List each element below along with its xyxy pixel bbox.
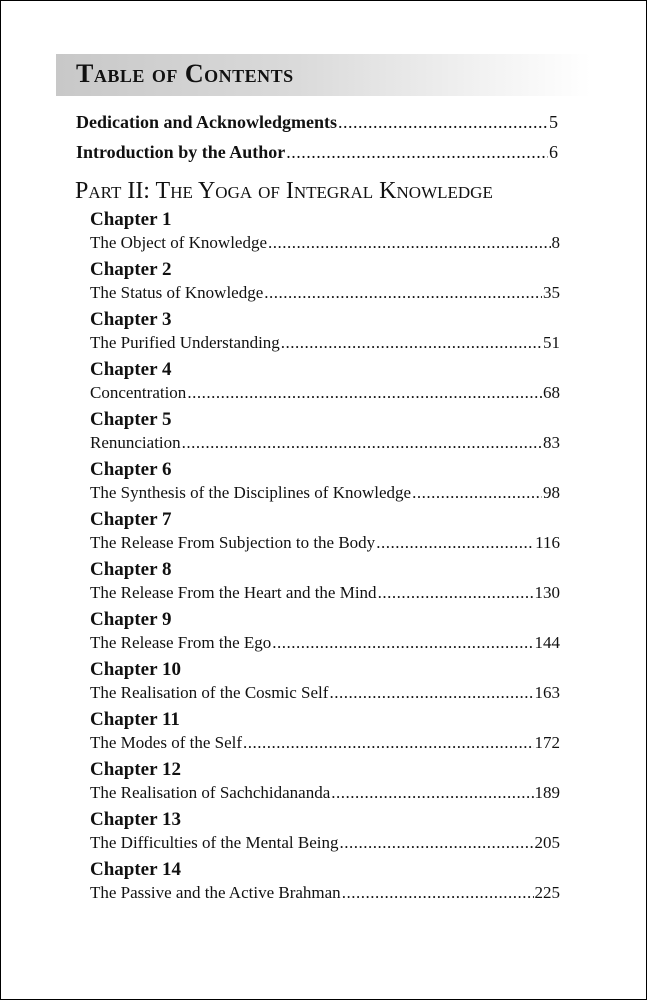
chapter-title-line [90,332,560,354]
entry-title: Dedication and Acknowledgments [76,112,338,132]
chapter-title: The Synthesis of the Disciplines of Knowledge [90,483,412,502]
chapter-entry-4 [90,358,560,408]
dot-leader [342,882,534,904]
chapter-title: The Release From the Heart and the Mind [90,583,377,602]
chapter-page-number: 163 [534,683,560,702]
dot-leader [182,432,542,454]
chapter-list [90,208,560,908]
chapter-label: Chapter 6 [90,459,172,480]
dot-leader [243,732,533,754]
chapter-entry-3 [90,308,560,358]
chapter-entry-5 [90,408,560,458]
chapter-label: Chapter 5 [90,409,172,430]
entry-title: Introduction by the Author [76,142,286,162]
dot-leader [286,141,548,163]
chapter-title-line [90,782,560,804]
chapter-title-line [90,682,560,704]
chapter-label: Chapter 7 [90,509,172,530]
chapter-label: Chapter 13 [90,809,181,830]
chapter-title-line [90,232,560,254]
chapter-entry-6 [90,458,560,508]
toc-entry-introduction [76,141,558,163]
dot-leader [339,832,533,854]
chapter-title: The Status of Knowledge [90,283,264,302]
chapter-label: Chapter 4 [90,359,172,380]
dot-leader [412,482,542,504]
chapter-page-number: 144 [534,633,560,652]
chapter-page-number: 205 [534,833,560,852]
chapter-title-line [90,882,560,904]
dot-leader [281,332,542,354]
dot-leader [378,582,534,604]
chapter-title-line [90,482,560,504]
chapter-entry-10 [90,658,560,708]
dot-leader [331,782,533,804]
chapter-label: Chapter 8 [90,559,172,580]
part-title: Part II: The Yoga of Integral Knowledge [75,178,493,204]
chapter-title: The Realisation of the Cosmic Self [90,683,329,702]
chapter-title: The Release From Subjection to the Body [90,533,376,552]
chapter-label: Chapter 2 [90,259,172,280]
chapter-label: Chapter 14 [90,859,181,880]
dot-leader [338,111,548,133]
chapter-label: Chapter 9 [90,609,172,630]
chapter-label: Chapter 3 [90,309,172,330]
chapter-title-line [90,432,560,454]
dot-leader [264,282,542,304]
dot-leader [268,232,550,254]
chapter-title: Renunciation [90,433,181,452]
chapter-page-number: 116 [535,533,560,552]
chapter-title: The Purified Understanding [90,333,280,352]
entry-page-number: 6 [549,142,558,162]
toc-header-banner [56,54,591,96]
chapter-entry-9 [90,608,560,658]
chapter-title-line [90,532,560,554]
chapter-title-line [90,632,560,654]
chapter-label: Chapter 11 [90,709,180,730]
chapter-title-line [90,582,560,604]
chapter-entry-14 [90,858,560,908]
chapter-page-number: 8 [551,233,560,252]
chapter-label: Chapter 10 [90,659,181,680]
dot-leader [272,632,533,654]
chapter-entry-7 [90,508,560,558]
chapter-title-line [90,282,560,304]
chapter-page-number: 98 [543,483,560,502]
chapter-entry-8 [90,558,560,608]
chapter-entry-12 [90,758,560,808]
toc-title: Table of Contents [76,59,294,88]
chapter-title-line [90,382,560,404]
chapter-entry-1 [90,208,560,258]
chapter-page-number: 51 [543,333,560,352]
chapter-entry-11 [90,708,560,758]
chapter-title: The Passive and the Active Brahman [90,883,341,902]
chapter-title-line [90,832,560,854]
chapter-page-number: 83 [543,433,560,452]
chapter-title: The Realisation of Sachchidananda [90,783,331,802]
dot-leader [376,532,534,554]
chapter-label: Chapter 1 [90,209,172,230]
chapter-entry-13 [90,808,560,858]
chapter-page-number: 130 [534,583,560,602]
chapter-page-number: 172 [534,733,560,752]
chapter-title: The Object of Knowledge [90,233,268,252]
chapter-page-number: 35 [543,283,560,302]
chapter-page-number: 189 [534,783,560,802]
entry-page-number: 5 [549,112,558,132]
chapter-title: The Difficulties of the Mental Being [90,833,339,852]
chapter-entry-2 [90,258,560,308]
chapter-title: The Release From the Ego [90,633,272,652]
chapter-title: Concentration [90,383,187,402]
chapter-page-number: 225 [534,883,560,902]
dot-leader [187,382,542,404]
chapter-title-line [90,732,560,754]
toc-entry-dedication [76,111,558,133]
dot-leader [329,682,533,704]
chapter-label: Chapter 12 [90,759,181,780]
chapter-page-number: 68 [543,383,560,402]
chapter-title: The Modes of the Self [90,733,243,752]
